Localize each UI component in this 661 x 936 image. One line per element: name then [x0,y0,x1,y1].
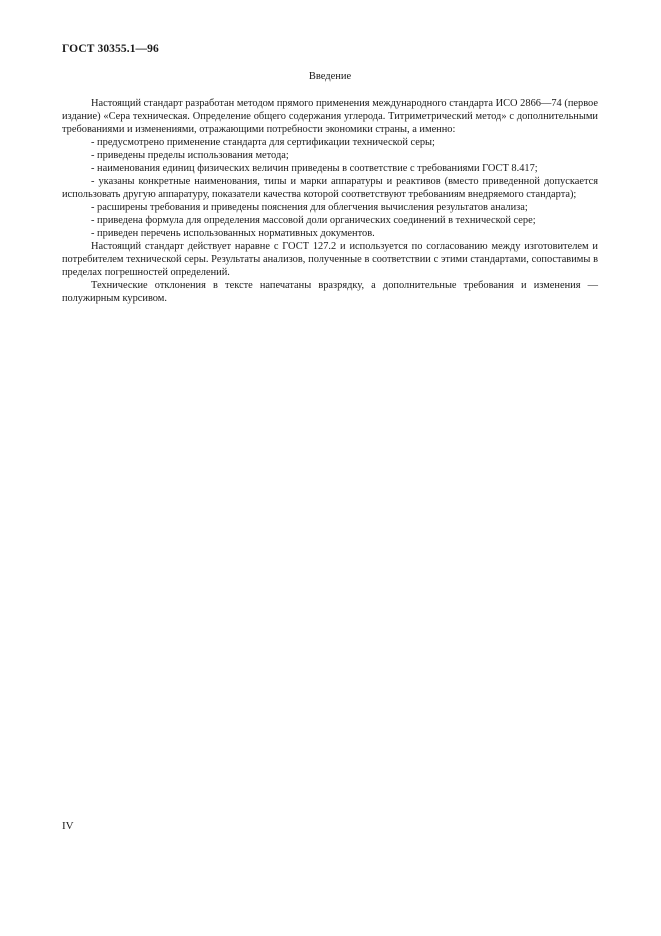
introduction-body [62,97,598,305]
list-item-apparatus: - указаны конкретные наименования, типы и марки аппаратуры и реактивов (вместо приведенной допускается использовать другую аппаратуру, показатели качества которой соответствуют требованиям внедряемого стандарта); [62,176,598,200]
list-item-certification: - предусмотрено применение стандарта для сертификации технической серы; [91,137,435,148]
section-title: Введение [308,71,352,82]
list-item-units: - наименования единиц физических величин приведены в соответствие с требованиями ГОСТ 8.417; [91,163,538,174]
list-item-requirements: - расширены требования и приведены пояснения для облегчения вычисления результатов анализа; [91,202,528,213]
paragraph-validity: Настоящий стандарт действует наравне с ГОСТ 127.2 и используется по согласованию между изготовителем и потребителем технической серы. Результаты анализов, полученные в соответствии с этими стандартами, сопоставимы в пределах погрешностей определений. [62,241,598,278]
list-item-formula: - приведена формула для определения массовой доли органических соединений в технической сере; [91,215,536,226]
intro-paragraph: Настоящий стандарт разработан методом прямого применения международного стандарта ИСО 2866—74 (первое издание) «Сера техническая. Определение общего содержания углерода. Титриметрический метод» с дополнительными требованиями и изменениями, отражающими потребности экономики страны, а именно: [62,98,598,135]
document-code: ГОСТ 30355.1—96 [62,43,159,55]
paragraph-deviations: Технические отклонения в тексте напечатаны вразрядку, а дополнительные требования и изменения — полужирным курсивом. [62,280,598,304]
page-number: IV [62,820,74,832]
list-item-references: - приведен перечень использованных нормативных документов. [91,228,375,239]
list-item-limits: - приведены пределы использования метода; [91,150,289,161]
